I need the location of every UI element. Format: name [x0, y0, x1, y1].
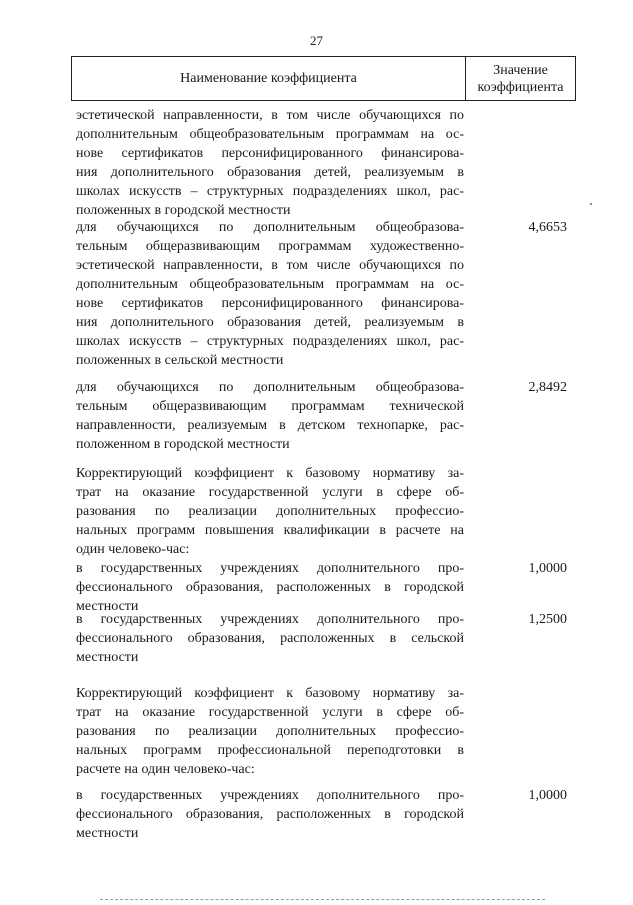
- coefficient-description: [76, 378, 464, 454]
- coefficient-description: [76, 684, 464, 779]
- text-line: школах искусств – структурных подразделениях школ, рас-: [76, 334, 464, 349]
- text-line: тельным общеразвивающим программам художественно-: [76, 239, 464, 254]
- text-line: в государственных учреждениях дополнительного про-: [76, 612, 464, 627]
- text-line: фессионального образования, расположенных в городской: [76, 807, 464, 822]
- coefficient-value: 1,0000: [528, 788, 567, 803]
- text-line: нальных программ профессиональной переподготовки в: [76, 743, 464, 758]
- text-line: эстетической направленности, в том числе обучающихся по: [76, 108, 464, 123]
- text-line: для обучающихся по дополнительным общеобразова-: [76, 380, 464, 395]
- coefficient-description: [76, 218, 464, 370]
- text-line: трат на оказание государственной услуги в сфере об-: [76, 705, 464, 720]
- text-line: трат на оказание государственной услуги в сфере об-: [76, 485, 464, 500]
- text-line: фессионального образования, расположенных в городской: [76, 580, 464, 595]
- coefficient-value: 4,6653: [528, 220, 567, 235]
- coefficient-description: [76, 559, 464, 616]
- coefficient-description: [76, 786, 464, 843]
- column-header-value-line2: коэффициента: [477, 79, 564, 95]
- text-line: ния дополнительного образования детей, реализуемым в: [76, 315, 464, 330]
- text-line: направленности, реализуемым в детском технопарке, рас-: [76, 418, 464, 433]
- text-line: в государственных учреждениях дополнительного про-: [76, 561, 464, 576]
- text-line: дополнительным общеобразовательным программам на ос-: [76, 127, 464, 142]
- scan-speck: [590, 203, 592, 205]
- text-line: разования по реализации дополнительных профессио-: [76, 724, 464, 739]
- text-line: эстетической направленности, в том числе обучающихся по: [76, 258, 464, 273]
- text-line: для обучающихся по дополнительным общеобразова-: [76, 220, 464, 235]
- column-header-value-line1: Значение: [493, 62, 548, 78]
- text-line: ния дополнительного образования детей, реализуемым в: [76, 165, 464, 180]
- text-line: фессионального образования, расположенных в сельской: [76, 631, 464, 646]
- table-header: [71, 56, 576, 101]
- text-line: разования по реализации дополнительных профессио-: [76, 504, 464, 519]
- column-header-name: Наименование коэффициента: [180, 70, 357, 86]
- text-line: нове сертификатов персонифицированного финансирова-: [76, 296, 464, 311]
- text-line: расчете на один человеко-час:: [76, 762, 255, 777]
- text-line: положенном в городской местности: [76, 437, 290, 452]
- text-line: тельным общеразвивающим программам технической: [76, 399, 464, 414]
- coefficient-description: [76, 464, 464, 559]
- coefficient-description: [76, 106, 464, 220]
- text-line: нове сертификатов персонифицированного финансирова-: [76, 146, 464, 161]
- text-line: местности: [76, 599, 139, 614]
- text-line: Корректирующий коэффициент к базовому нормативу за-: [76, 686, 464, 701]
- text-line: положенных в городской местности: [76, 203, 291, 218]
- text-line: в государственных учреждениях дополнительного про-: [76, 788, 464, 803]
- text-line: Корректирующий коэффициент к базовому нормативу за-: [76, 466, 464, 481]
- coefficient-value: 2,8492: [528, 380, 567, 395]
- text-line: местности: [76, 826, 139, 841]
- scan-edge-line: [100, 899, 545, 900]
- text-line: один человеко-час:: [76, 542, 190, 557]
- text-line: дополнительным общеобразовательным программам на ос-: [76, 277, 464, 292]
- coefficient-description: [76, 610, 464, 667]
- coefficient-value: 1,0000: [528, 561, 567, 576]
- text-line: местности: [76, 650, 139, 665]
- coefficient-value: 1,2500: [528, 612, 567, 627]
- text-line: положенных в сельской местности: [76, 353, 284, 368]
- text-line: нальных программ повышения квалификации в расчете на: [76, 523, 464, 538]
- text-line: школах искусств – структурных подразделениях школ, рас-: [76, 184, 464, 199]
- column-header-value: [466, 57, 575, 100]
- page-number: 27: [310, 33, 323, 48]
